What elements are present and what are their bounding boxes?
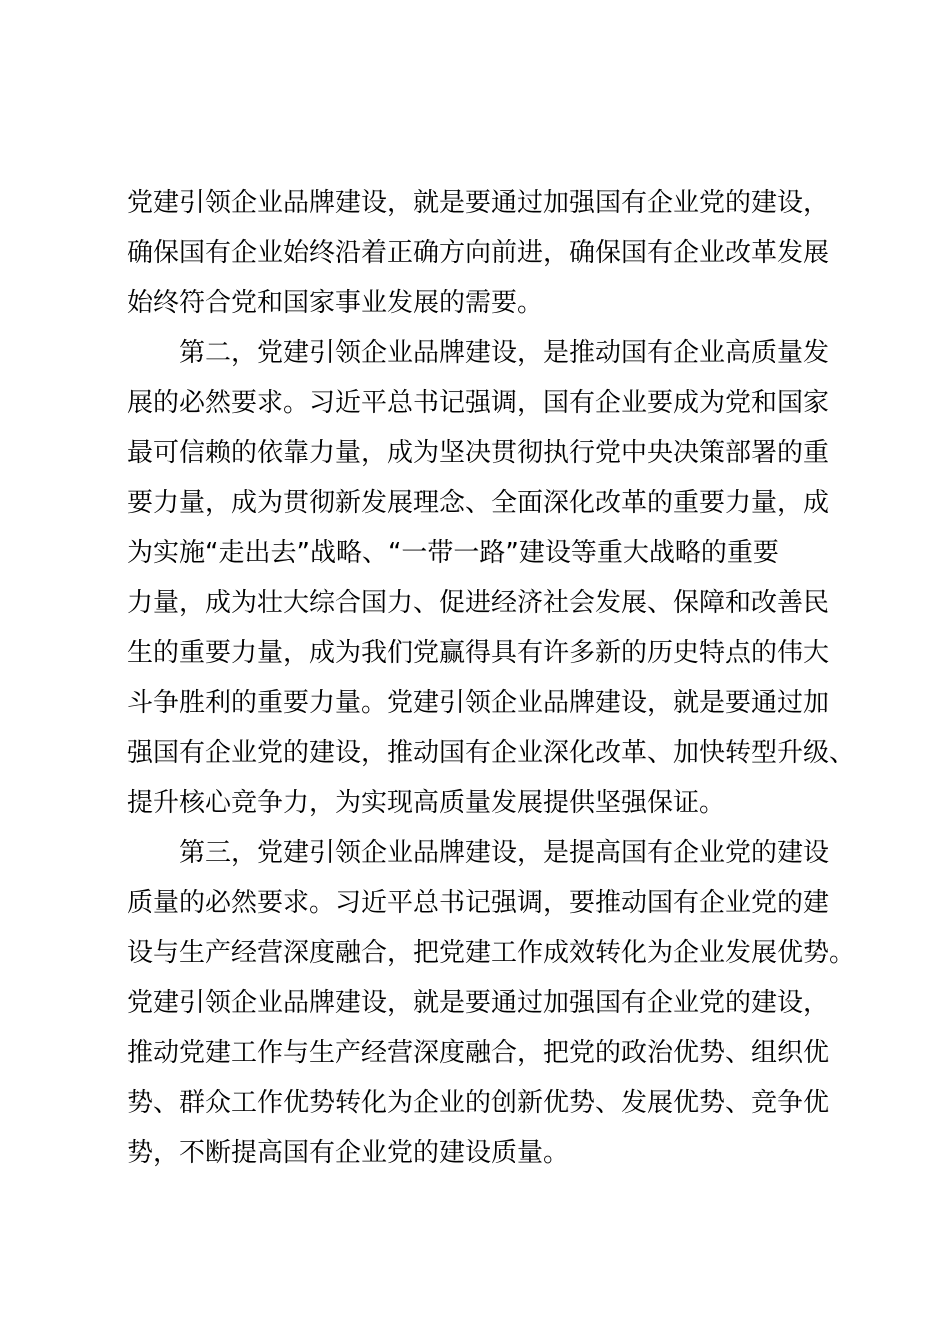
text-line: 党建引领企业品牌建设，就是要通过加强国有企业党的建设， xyxy=(127,988,830,1018)
text-line: 提升核心竞争力，为实现高质量发展提供坚强保证。 xyxy=(127,788,726,818)
text-line: 展的必然要求。习近平总书记强调，国有企业要成为党和国家 xyxy=(127,388,830,418)
paragraph-start-line: 第二，党建引领企业品牌建设，是推动国有企业高质量发 xyxy=(179,338,830,368)
text-line: 推动党建工作与生产经营深度融合，把党的政治优势、组织优 xyxy=(127,1038,830,1068)
text-line: 强国有企业党的建设，推动国有企业深化改革、加快转型升级、 xyxy=(127,738,856,768)
text-line: 最可信赖的依靠力量，成为坚决贯彻执行党中央决策部署的重 xyxy=(127,438,830,468)
text-line: 要力量，成为贯彻新发展理念、全面深化改革的重要力量，成 xyxy=(127,488,830,518)
text-line: 为实施“走出去”战略、“一带一路”建设等重大战略的重要 xyxy=(127,538,779,568)
text-line: 设与生产经营深度融合，把党建工作成效转化为企业发展优势。 xyxy=(127,938,856,968)
text-line: 质量的必然要求。习近平总书记强调，要推动国有企业党的建 xyxy=(127,888,830,918)
text-line: 党建引领企业品牌建设，就是要通过加强国有企业党的建设， xyxy=(127,188,830,218)
text-line: 确保国有企业始终沿着正确方向前进，确保国有企业改革发展 xyxy=(127,238,830,268)
text-line: 生的重要力量，成为我们党赢得具有许多新的历史特点的伟大 xyxy=(127,638,830,668)
text-line: 势，不断提高国有企业党的建设质量。 xyxy=(127,1138,570,1168)
text-line: 斗争胜利的重要力量。党建引领企业品牌建设，就是要通过加 xyxy=(127,688,830,718)
text-line: 始终符合党和国家事业发展的需要。 xyxy=(127,288,544,318)
text-line: 力量，成为壮大综合国力、促进经济社会发展、保障和改善民 xyxy=(127,588,830,618)
paragraph-start-line: 第三，党建引领企业品牌建设，是提高国有企业党的建设 xyxy=(179,838,830,868)
text-line: 势、群众工作优势转化为企业的创新优势、发展优势、竞争优 xyxy=(127,1088,830,1118)
